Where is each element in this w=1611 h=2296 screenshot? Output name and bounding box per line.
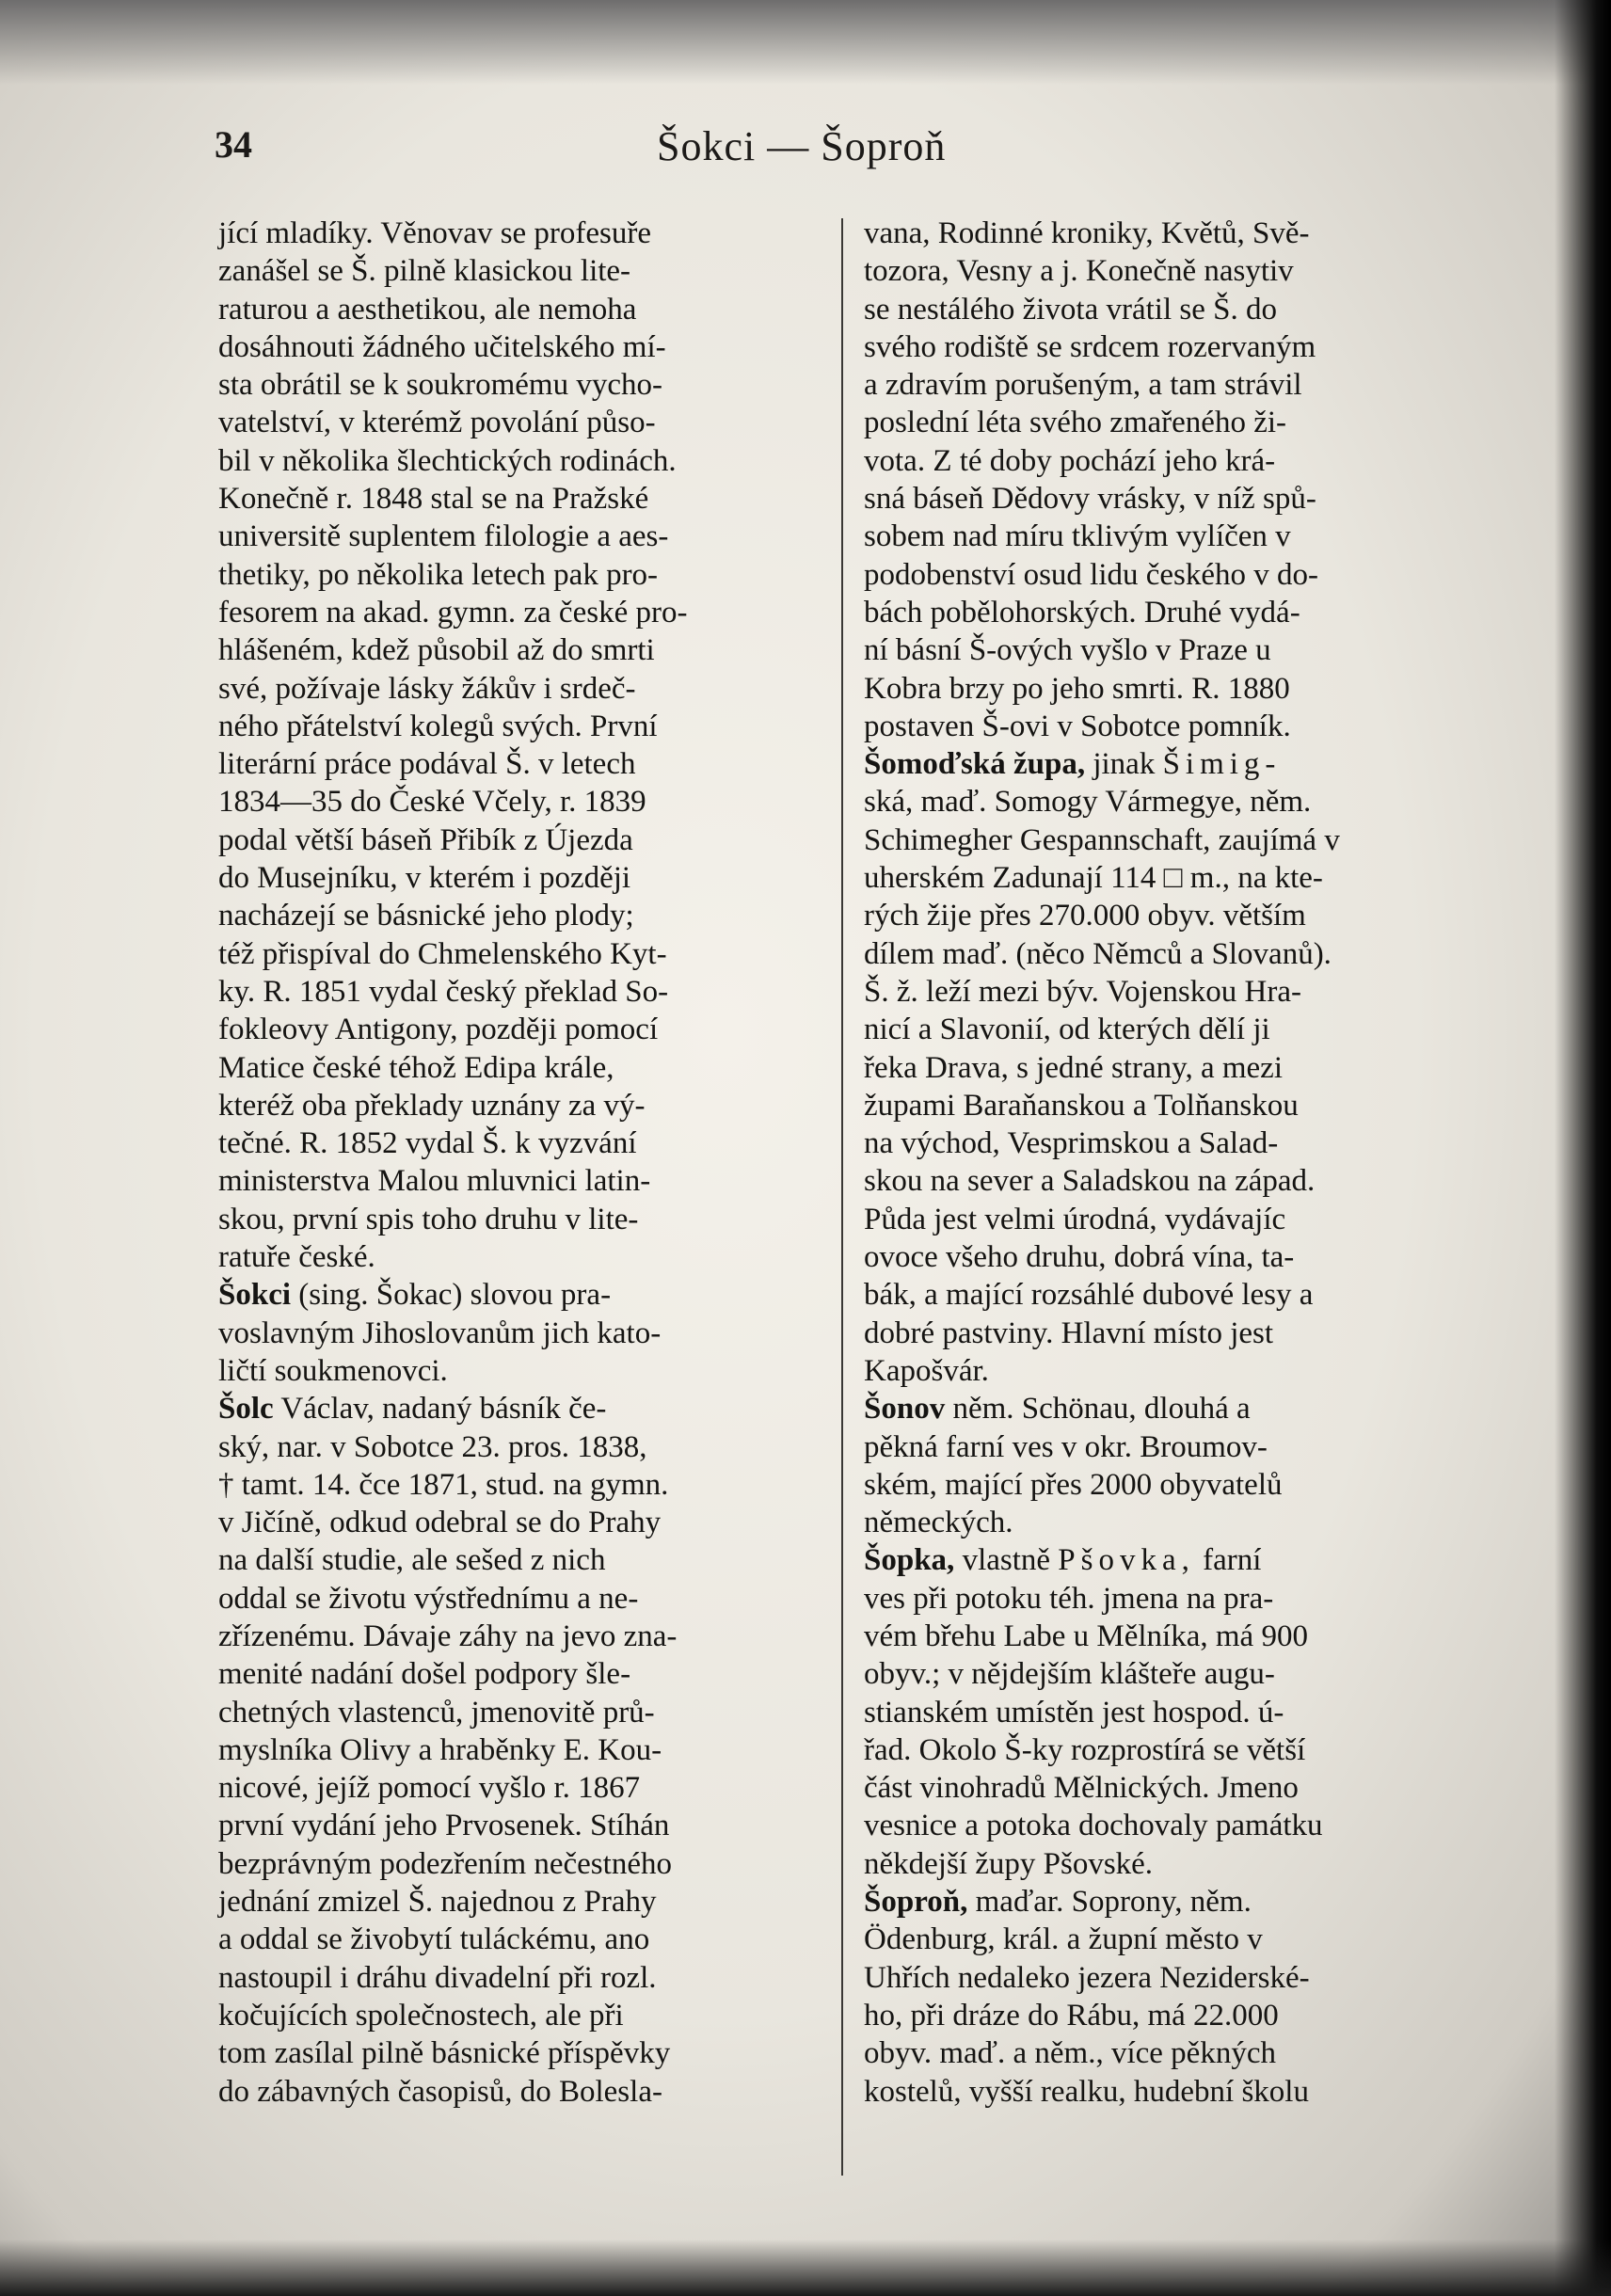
entry-sokci	[218, 1276, 825, 1314]
text-line: vatelství, v kterémž povolání půso-	[218, 406, 656, 440]
text-line: svého rodiště se srdcem rozervaným	[864, 329, 1316, 364]
headword: Šonov	[864, 1392, 946, 1427]
text-line: voslavným Jihoslovanům jich kato-	[218, 1315, 662, 1350]
text-line: ho, při dráze do Rábu, má 22.000	[864, 1998, 1279, 2033]
text-line: fesorem na akad. gymn. za české pro-	[218, 595, 688, 630]
text-line: se nestálého života vrátil se Š. do	[864, 292, 1277, 327]
text-line: sta obrátil se k soukromému vycho-	[218, 368, 662, 403]
text-line: na východ, Vesprimskou a Salad-	[864, 1126, 1279, 1161]
text-line: jednání zmizel Š. najednou z Prahy	[218, 1885, 657, 1920]
text-line: kočujících společnostech, ale při	[218, 1998, 624, 2033]
text-line: první vydání jeho Prvosenek. Stíhán	[218, 1809, 670, 1843]
text-line: rých žije přes 270.000 obyv. větším	[864, 899, 1306, 933]
headword: Šokci	[218, 1278, 292, 1313]
text-line: své, požívaje lásky žákův i srdeč-	[218, 671, 636, 706]
text-line: obyv. maď. a něm., více pěkných	[864, 2036, 1276, 2071]
text-line: nicí a Slavonií, od kterých dělí ji	[864, 1012, 1270, 1047]
text-line: uherském Zadunají 114 □ m., na kte-	[864, 861, 1323, 896]
text-line: stianském umístěn jest hospod. ú-	[864, 1695, 1284, 1730]
text-line: thetiky, po několika letech pak pro-	[218, 557, 659, 592]
headword: Šopka,	[864, 1543, 955, 1578]
text-line: ky. R. 1851 vydal český překlad So-	[218, 974, 669, 1009]
text-line: obyv.; v nějdejším klášteře augu-	[864, 1657, 1275, 1692]
text-line: 1834—35 do České Včely, r. 1839	[218, 785, 646, 820]
text-line: bil v několika šlechtických rodinách.	[218, 443, 677, 478]
text-line: ministerstva Malou mluvnici latin-	[218, 1164, 651, 1199]
text-line: něm. Schönau, dlouhá a	[945, 1392, 1251, 1427]
text-line: podobenství osud lidu českého v do-	[864, 557, 1319, 592]
page-header	[215, 122, 1466, 179]
text-line: dosáhnouti žádného učitelského mí-	[218, 329, 666, 364]
text-line: a zdravím porušeným, a tam strávil	[864, 368, 1302, 403]
text-line: Václav, nadaný básník če-	[273, 1392, 607, 1427]
entry-sopron	[864, 1883, 1471, 1921]
text-line: literární práce podával Š. v letech	[218, 747, 636, 782]
text-line: nicové, jejíž pomocí vyšlo r. 1867	[218, 1771, 641, 1806]
text-line: Ödenburg, král. a župní město v	[864, 1922, 1263, 1957]
text-line: bezprávným podezřením nečestného	[218, 1846, 672, 1881]
text-line: vana, Rodinné kroniky, Květů, Svě-	[864, 216, 1310, 250]
text-line: část vinohradů Mělnických. Jmeno	[864, 1771, 1299, 1806]
entry-somodska-zupa	[864, 745, 1471, 783]
text-line: do Musejníku, v kterém i později	[218, 861, 631, 896]
text-line: oddal se životu výstřednímu a ne-	[218, 1581, 639, 1616]
text-line: Půda jest velmi úrodná, vydávajíc	[864, 1202, 1286, 1236]
text-line: též přispíval do Chmelenského Kyt-	[218, 936, 667, 971]
scan-shadow-top	[0, 0, 1611, 85]
spaced-name: Pšovka,	[1058, 1543, 1195, 1578]
text-line: raturou a aesthetikou, ale nemoha	[218, 292, 637, 327]
scan-shadow-bottom	[0, 2240, 1611, 2296]
scan-shadow-right	[1555, 0, 1611, 2296]
text-line: vesnice a potoka dochovaly památku	[864, 1809, 1323, 1843]
text-line: skou, první spis toho druhu v lite-	[218, 1202, 639, 1236]
text-line: jící mladíky. Věnovav se profesuře	[218, 216, 652, 250]
text-line: pěkná farní ves v okr. Broumov-	[864, 1429, 1268, 1464]
entry-sopka	[864, 1541, 1471, 1579]
text-line: Uhřích nedaleko jezera Neziderské-	[864, 1960, 1310, 1995]
text-line: universitě suplentem filologie a aes-	[218, 519, 669, 554]
text-line: maďar. Soprony, něm.	[967, 1885, 1252, 1920]
entry-sonov	[864, 1390, 1471, 1427]
text-line: nastoupil i dráhu divadelní při rozl.	[218, 1960, 657, 1995]
text-line: někdejší župy Pšovské.	[864, 1846, 1154, 1881]
text-line: a oddal se živobytí tuláckému, ano	[218, 1922, 650, 1957]
headword: Šolc	[218, 1392, 274, 1427]
text-line: (sing. Šokac) slovou pra-	[291, 1278, 612, 1313]
text-line: župami Baraňanskou a Tolňanskou	[864, 1088, 1299, 1123]
text-line: ratuře české.	[218, 1240, 375, 1275]
text-line: sobem nad míru tklivým vylíčen v	[864, 519, 1291, 554]
headword: Šomoďská župa,	[864, 747, 1086, 782]
text-line: poslední léta svého zmařeného ži-	[864, 406, 1286, 440]
text-fragment: vlastně	[954, 1543, 1059, 1578]
text-line: tozora, Vesny a j. Konečně nasytiv	[864, 254, 1294, 289]
text-line: kostelů, vyšší realku, hudební školu	[864, 2074, 1309, 2109]
text-line: ného přátelství kolegů svých. První	[218, 709, 658, 743]
text-line: vota. Z té doby pochází jeho krá-	[864, 443, 1276, 478]
text-line: ves při potoku téh. jmena na pra-	[864, 1581, 1274, 1616]
text-line: skou na sever a Saladskou na západ.	[864, 1164, 1316, 1199]
text-line: Matice české téhož Edipa krále,	[218, 1050, 614, 1085]
text-line: † tamt. 14. čce 1871, stud. na gymn.	[218, 1467, 669, 1502]
text-line: dobré pastviny. Hlavní místo jest	[864, 1315, 1274, 1350]
text-line: Konečně r. 1848 stal se na Pražské	[218, 482, 649, 517]
headword: Šoproň,	[864, 1885, 968, 1920]
page-number: 34	[215, 123, 252, 166]
text-line: hlášeném, kdež působil až do smrti	[218, 633, 655, 668]
text-line: zřízenému. Dávaje záhy na jevo zna-	[218, 1618, 678, 1653]
text-line: v Jičíně, odkud odebral se do Prahy	[218, 1506, 662, 1540]
text-line: ský, nar. v Sobotce 23. pros. 1838,	[218, 1429, 647, 1464]
text-line: podal větší báseň Přibík z Újezda	[218, 822, 633, 857]
text-line: dílem maď. (něco Němců a Slovanů).	[864, 936, 1332, 971]
text-fragment: jinak	[1085, 747, 1163, 782]
left-column	[218, 215, 825, 2111]
spaced-name: Šimig-	[1162, 747, 1282, 782]
text-line: Š. ž. leží mezi býv. Vojenskou Hra-	[864, 974, 1301, 1009]
text-line: menité nadání došel podpory šle-	[218, 1657, 631, 1692]
text-line: sná báseň Dědovy vrásky, v níž spů-	[864, 482, 1316, 517]
text-line: kteréž oba překlady uznány za vý-	[218, 1088, 646, 1123]
text-line: ském, mající přes 2000 obyvatelů	[864, 1467, 1283, 1502]
text-line: Schimegher Gespannschaft, zaujímá v	[864, 822, 1340, 857]
text-line: fokleovy Antigony, později pomocí	[218, 1012, 659, 1047]
text-line: ní básní Š-ových vyšlo v Praze u	[864, 633, 1271, 668]
text-line: řeka Drava, s jedné strany, a mezi	[864, 1050, 1283, 1085]
text-line: ská, maď. Somogy Vármegye, něm.	[864, 785, 1312, 820]
running-head: Šokci — Šoproň	[657, 123, 947, 169]
text-line: zanášel se Š. pilně klasickou lite-	[218, 254, 631, 289]
text-line: myslníka Olivy a hraběnky E. Kou-	[218, 1732, 662, 1767]
entry-solc	[218, 1390, 825, 1427]
right-column	[864, 215, 1471, 2111]
column-divider	[841, 218, 843, 2176]
text-fragment: farní	[1194, 1543, 1262, 1578]
text-line: nacházejí se básnické jeho plody;	[218, 899, 634, 933]
text-line: německých.	[864, 1506, 1013, 1540]
text-line: řad. Okolo Š-ky rozprostírá se větší	[864, 1732, 1306, 1767]
text-line: tom zasílal pilně básnické příspěvky	[218, 2036, 671, 2071]
text-line: do zábavných časopisů, do Boleslа-	[218, 2074, 662, 2109]
text-line: ličtí soukmenovci.	[218, 1353, 448, 1388]
text-line: tečné. R. 1852 vydal Š. k vyzvání	[218, 1126, 637, 1161]
text-line: bách pobělohorských. Druhé vydá-	[864, 595, 1300, 630]
text-line: Kapošvár.	[864, 1353, 989, 1388]
text-line: Kobra brzy po jeho smrti. R. 1880	[864, 671, 1290, 706]
text-line: bák, a mající rozsáhlé dubové lesy a	[864, 1278, 1314, 1313]
text-line: vém břehu Labe u Mělníka, má 900	[864, 1618, 1308, 1653]
text-line: ovoce všeho druhu, dobrá vína, ta-	[864, 1240, 1295, 1275]
text-line: chetných vlastenců, jmenovitě prů-	[218, 1695, 655, 1730]
text-line: postaven Š-ovi v Sobotce pomník.	[864, 709, 1291, 743]
text-line: na další studie, ale sešed z nich	[218, 1543, 606, 1578]
